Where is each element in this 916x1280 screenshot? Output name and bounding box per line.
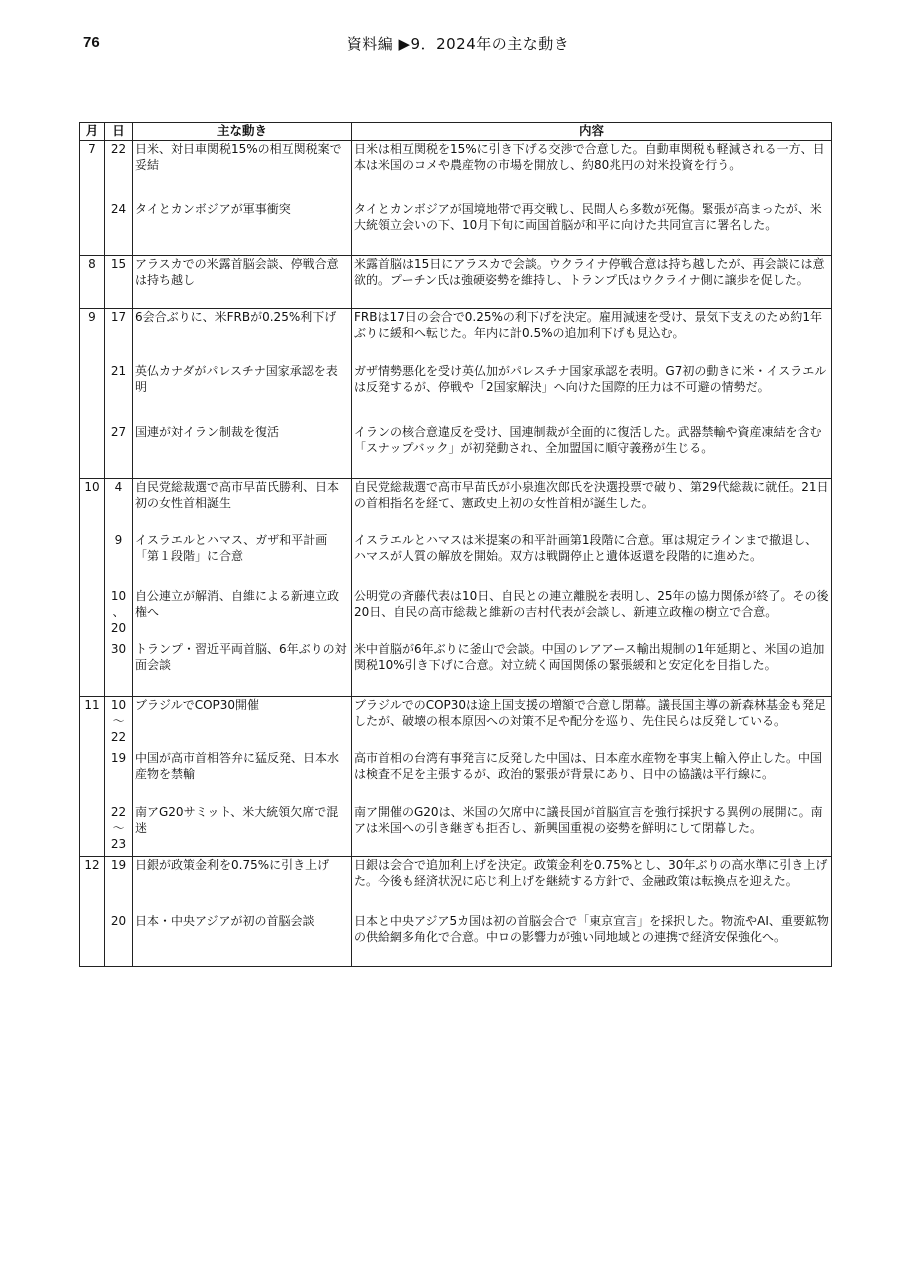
column-header-event: 主な動き xyxy=(133,123,352,141)
detail-cell: 南ア開催のG20は、米国の欠席中に議長国が首脳宣言を強行採択する異例の展開に。南アは米国への引き継ぎも拒否し、新興国重視の姿勢を鮮明にして閉幕した。 xyxy=(352,804,832,857)
event-cell: 日米、対日車関税15%の相互関税案で妥結 xyxy=(133,141,352,201)
event-cell: ブラジルでCOP30開催 xyxy=(133,697,352,750)
day-cell: 22 xyxy=(105,141,133,201)
events-table xyxy=(79,122,832,967)
table-header-row xyxy=(80,123,832,141)
detail-cell: タイとカンボジアが国境地帯で再交戦し、民間人ら多数が死傷。緊張が高まったが、米大統領立会いの下、10月下旬に両国首脳が和平に向けた共同宣言に署名した。 xyxy=(352,201,832,256)
month-cell xyxy=(80,913,105,967)
detail-cell: 米中首脳が6年ぶりに釜山で会談。中国のレアアース輸出規制の1年延期と、米国の追加関税10%引き下げに合意。対立続く両国関係の緊張緩和と安定化を目指した。 xyxy=(352,641,832,697)
event-cell: イスラエルとハマス、ガザ和平計画「第１段階」に合意 xyxy=(133,532,352,588)
detail-cell: 米露首脳は15日にアラスカで会談。ウクライナ停戦合意は持ち越したが、再会談には意欲的。プーチン氏は強硬姿勢を維持し、トランプ氏はウクライナ側に譲歩を促した。 xyxy=(352,256,832,309)
detail-cell: 日銀は会合で追加利上げを決定。政策金利を0.75%とし、30年ぶりの高水準に引き上げた。今後も経済状況に応じ利上げを継続する方針で、金融政策は転換点を迎えた。 xyxy=(352,857,832,913)
event-cell: アラスカでの米露首脳会談、停戦合意は持ち越し xyxy=(133,256,352,309)
detail-cell: 日米は相互関税を15%に引き下げる交渉で合意した。自動車関税も軽減される一方、日本は米国のコメや農産物の市場を開放し、約80兆円の対米投資を行う。 xyxy=(352,141,832,201)
month-cell xyxy=(80,532,105,588)
event-cell: タイとカンボジアが軍事衝突 xyxy=(133,201,352,256)
day-cell: 15 xyxy=(105,256,133,309)
table-row xyxy=(80,641,832,697)
table-row xyxy=(80,309,832,363)
page-number: 76 xyxy=(83,34,100,51)
day-cell: 19 xyxy=(105,857,133,913)
month-cell xyxy=(80,201,105,256)
month-cell xyxy=(80,750,105,804)
table-row xyxy=(80,201,832,256)
table-row xyxy=(80,913,832,967)
table-row xyxy=(80,424,832,479)
detail-cell: 日本と中央アジア5カ国は初の首脳会合で「東京宣言」を採択した。物流やAI、重要鉱物の供給網多角化で合意。中ロの影響力が強い同地域との連携で経済安保強化へ。 xyxy=(352,913,832,967)
detail-cell: 自民党総裁選で高市早苗氏が小泉進次郎氏を決選投票で破り、第29代総裁に就任。21日の首相指名を経て、憲政史上初の女性首相が誕生した。 xyxy=(352,479,832,532)
column-header-day: 日 xyxy=(105,123,133,141)
month-cell: 11 xyxy=(80,697,105,750)
table-row xyxy=(80,479,832,532)
table-row xyxy=(80,804,832,857)
column-header-month: 月 xyxy=(80,123,105,141)
event-cell: 南アG20サミット、米大統領欠席で混迷 xyxy=(133,804,352,857)
month-cell xyxy=(80,424,105,479)
detail-cell: FRBは17日の会合で0.25%の利下げを決定。雇用減速を受け、景気下支えのため約1年ぶりに緩和へ転じた。年内に計0.5%の追加利下げも見込む。 xyxy=(352,309,832,363)
detail-cell: ガザ情勢悪化を受け英仏加がパレスチナ国家承認を表明。G7初の動きに米・イスラエルは反発するが、停戦や「2国家解決」へ向けた国際的圧力は不可避の情勢だ。 xyxy=(352,363,832,424)
event-cell: 国連が対イラン制裁を復活 xyxy=(133,424,352,479)
day-cell: 20 xyxy=(105,913,133,967)
month-cell xyxy=(80,641,105,697)
month-cell: 9 xyxy=(80,309,105,363)
day-cell: 24 xyxy=(105,201,133,256)
table-body xyxy=(80,141,832,967)
table-row xyxy=(80,857,832,913)
event-cell: 6会合ぶりに、米FRBが0.25%利下げ xyxy=(133,309,352,363)
column-header-detail: 内容 xyxy=(352,123,832,141)
event-cell: 英仏カナダがパレスチナ国家承認を表明 xyxy=(133,363,352,424)
day-cell: 9 xyxy=(105,532,133,588)
table-row xyxy=(80,750,832,804)
day-cell: 21 xyxy=(105,363,133,424)
day-cell: 17 xyxy=(105,309,133,363)
month-cell xyxy=(80,363,105,424)
month-cell: 10 xyxy=(80,479,105,532)
event-cell: 自公連立が解消、自維による新連立政権へ xyxy=(133,588,352,641)
table-row xyxy=(80,588,832,641)
month-cell: 8 xyxy=(80,256,105,309)
table-row xyxy=(80,256,832,309)
day-cell: 30 xyxy=(105,641,133,697)
page-title: 資料編 ▶9．2024年の主な動き xyxy=(346,35,570,53)
detail-cell: イランの核合意違反を受け、国連制裁が全面的に復活した。武器禁輸や資産凍結を含む「スナップバック」が初発動され、全加盟国に順守義務が生じる。 xyxy=(352,424,832,479)
day-cell: 22 ～ 23 xyxy=(105,804,133,857)
event-cell: 日本・中央アジアが初の首脳会談 xyxy=(133,913,352,967)
month-cell: 7 xyxy=(80,141,105,201)
table-row xyxy=(80,363,832,424)
month-cell xyxy=(80,588,105,641)
day-cell: 10 ～ 22 xyxy=(105,697,133,750)
event-cell: 中国が高市首相答弁に猛反発、日本水産物を禁輸 xyxy=(133,750,352,804)
detail-cell: イスラエルとハマスは米提案の和平計画第1段階に合意。軍は規定ラインまで撤退し、ハマスが人質の解放を開始。双方は戦闘停止と遺体返還を段階的に進めた。 xyxy=(352,532,832,588)
detail-cell: ブラジルでのCOP30は途上国支援の増額で合意し閉幕。議長国主導の新森林基金も発足したが、破壊の根本原因への対策不足や配分を巡り、先住民らは反発している。 xyxy=(352,697,832,750)
detail-cell: 高市首相の台湾有事発言に反発した中国は、日本産水産物を事実上輸入停止した。中国は検査不足を主張するが、政治的緊張が背景にあり、日中の協議は平行線に。 xyxy=(352,750,832,804)
month-cell: 12 xyxy=(80,857,105,913)
event-cell: 自民党総裁選で高市早苗氏勝利、日本初の女性首相誕生 xyxy=(133,479,352,532)
month-cell xyxy=(80,804,105,857)
day-cell: 19 xyxy=(105,750,133,804)
day-cell: 27 xyxy=(105,424,133,479)
event-cell: トランプ・習近平両首脳、6年ぶりの対面会談 xyxy=(133,641,352,697)
table-row xyxy=(80,697,832,750)
day-cell: 4 xyxy=(105,479,133,532)
detail-cell: 公明党の斉藤代表は10日、自民との連立離脱を表明し、25年の協力関係が終了。その後20日、自民の高市総裁と維新の吉村代表が会談し、新連立政権の樹立で合意。 xyxy=(352,588,832,641)
table-row xyxy=(80,141,832,201)
table-row xyxy=(80,532,832,588)
event-cell: 日銀が政策金利を0.75%に引き上げ xyxy=(133,857,352,913)
day-cell: 10 、 20 xyxy=(105,588,133,641)
